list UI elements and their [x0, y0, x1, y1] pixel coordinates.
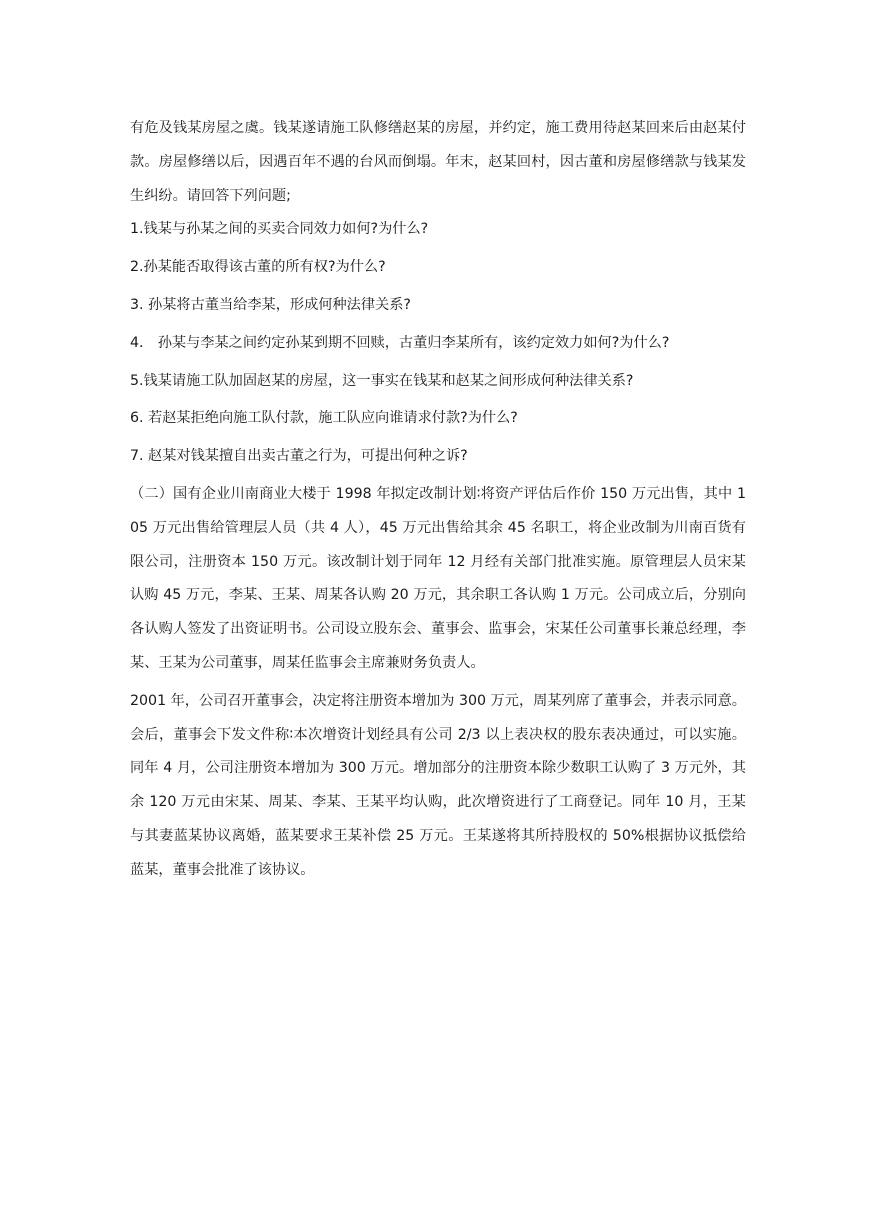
- question-item-4: 4． 孙某与李某之间约定孙某到期不回赎，古董归李某所有，该约定效力如何?为什么?: [130, 334, 670, 351]
- question-list: [130, 213, 746, 478]
- question-item-7: 7. 赵某对钱某擅自出卖古董之行为，可提出何种之诉?: [130, 448, 468, 465]
- question-item-5: 5.钱某请施工队加固赵某的房屋，这一事实在钱某和赵某之间形成何种法律关系?: [130, 372, 634, 389]
- document-body: [130, 112, 746, 888]
- intro-paragraph: 有危及钱某房屋之虞。钱某遂请施工队修缮赵某的房屋，并约定，施工费用待赵某回来后由赵某付款。房屋修缮以后，因遇百年不遇的台风而倒塌。年末，赵某回村，因古董和房屋修缮款与钱某发生纠纷。请回答下列问题;: [130, 120, 746, 204]
- question-item-1: 1.钱某与孙某之间的买卖合同效力如何?为什么?: [130, 221, 429, 238]
- question-item-6: 6. 若赵某拒绝向施工队付款，施工队应向谁请求付款?为什么?: [130, 410, 518, 427]
- case2-paragraph-2: 2001 年，公司召开董事会，决定将注册资本增加为 300 万元，周某列席了董事会，并表示同意。会后，董事会下发文件称∶本次增资计划经具有公司 2/3 以上表决权的股东表决通过，可以实施。同年 4 月，公司注册资本增加为 300 万元。增加部分的注册资本除少数职工认购了 3 万元外，其余 120 万元由宋某、周某、李某、王某平均认购，此次增资进行了工商登记。同年 10 月，王某与其妻蓝某协议离婚，蓝某要求王某补偿 25 万元。王某遂将其所持股权的 50%根据协议抵偿给蓝某，董事会批准了该协议。: [130, 692, 746, 878]
- question-item-3: 3. 孙某将古董当给李某，形成何种法律关系?: [130, 296, 411, 313]
- question-item-2: 2.孙某能否取得该古董的所有权?为什么?: [130, 259, 386, 276]
- case2-paragraph-1: （二）国有企业川南商业大楼于 1998 年拟定改制计划∶将资产评估后作价 150 万元出售，其中 105 万元出售给管理层人员（共 4 人），45 万元出售给其余 45 名职工，将企业改制为川南百货有限公司，注册资本 150 万元。该改制计划于同年 12 月经有关部门批准实施。原管理层人员宋某认购 45 万元，李某、王某、周某各认购 20 万元，其余职工各认购 1 万元。公司成立后，分别向各认购人签发了出资证明书。公司设立股东会、董事会、监事会，宋某任公司董事长兼总经理，李某、王某为公司董事，周某任监事会主席兼财务负责人。: [130, 485, 746, 671]
